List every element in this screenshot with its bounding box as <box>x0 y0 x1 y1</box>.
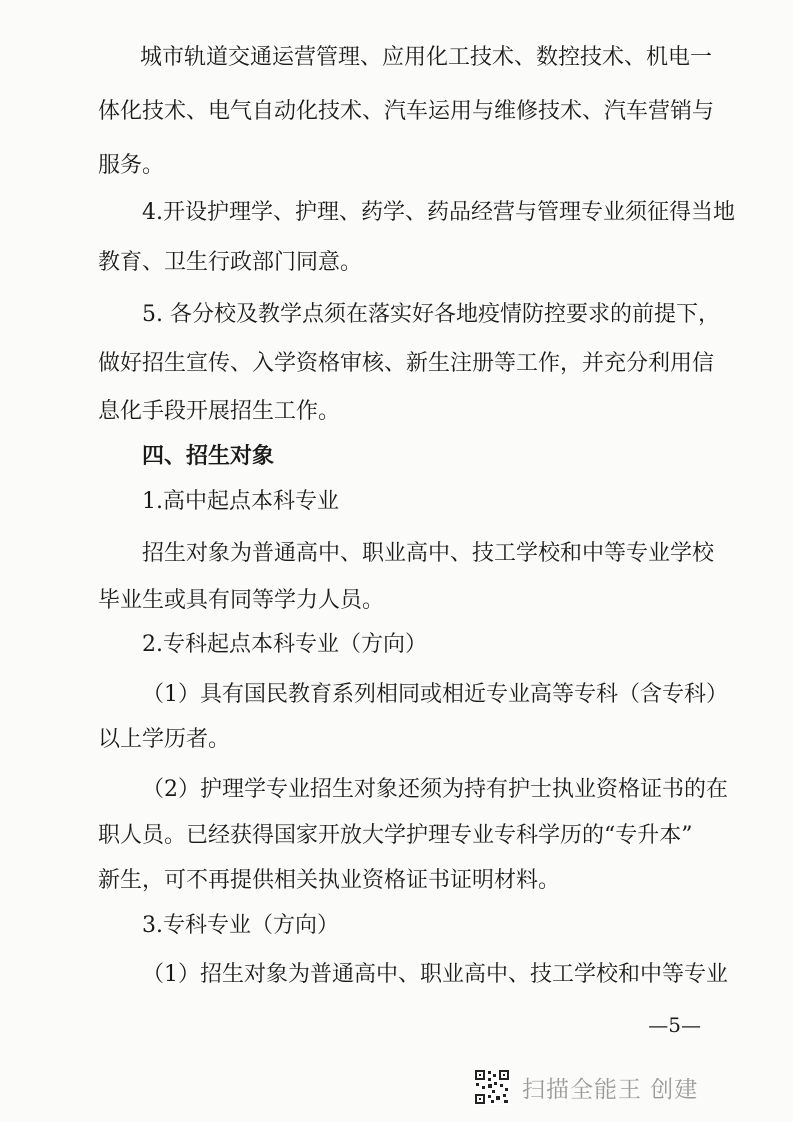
subsection-heading: 2.专科起点本科专业（方向） <box>142 632 427 657</box>
text-line: （2）护理学专业招生对象还须为持有护士执业资格证书的在 <box>142 777 728 802</box>
section-heading: 四、招生对象 <box>142 443 275 469</box>
subsection-heading: 1.高中起点本科专业 <box>142 489 339 514</box>
text-line: 教育、卫生行政部门同意。 <box>98 250 363 275</box>
text-line: （1）具有国民教育系列相同或相近专业高等专科（含专科） <box>142 682 728 707</box>
text-line: 5. 各分校及教学点须在落实好各地疫情防控要求的前提下， <box>142 302 720 327</box>
text-line: 城市轨道交通运营管理、应用化工技术、数控技术、机电一 <box>140 45 713 70</box>
text-line: 招生对象为普通高中、职业高中、技工学校和中等专业学校 <box>142 541 715 566</box>
watermark-text: 扫描全能王 创建 <box>522 1076 699 1103</box>
text-line: 息化手段开展招生工作。 <box>98 399 341 424</box>
qr-code-icon <box>474 1069 510 1105</box>
text-line: 职人员。已经获得国家开放大学护理专业专科学历的“专升本” <box>98 823 693 848</box>
text-line: 体化技术、电气自动化技术、汽车运用与维修技术、汽车营销与 <box>98 99 715 124</box>
page-number: —5— <box>648 1013 701 1037</box>
subsection-heading: 3.专科专业（方向） <box>142 913 339 938</box>
text-line: 新生，可不再提供相关执业资格证书证明材料。 <box>98 868 561 893</box>
text-line: 4.开设护理学、护理、药学、药品经营与管理专业须征得当地 <box>142 200 735 225</box>
text-line: （1）招生对象为普通高中、职业高中、技工学校和中等专业 <box>142 962 728 987</box>
scanner-watermark <box>474 1067 698 1107</box>
text-line: 毕业生或具有同等学力人员。 <box>98 588 385 613</box>
text-line: 服务。 <box>98 153 165 178</box>
text-line: 做好招生宣传、入学资格审核、新生注册等工作，并充分利用信 <box>98 351 715 376</box>
text-line: 以上学历者。 <box>98 727 231 752</box>
